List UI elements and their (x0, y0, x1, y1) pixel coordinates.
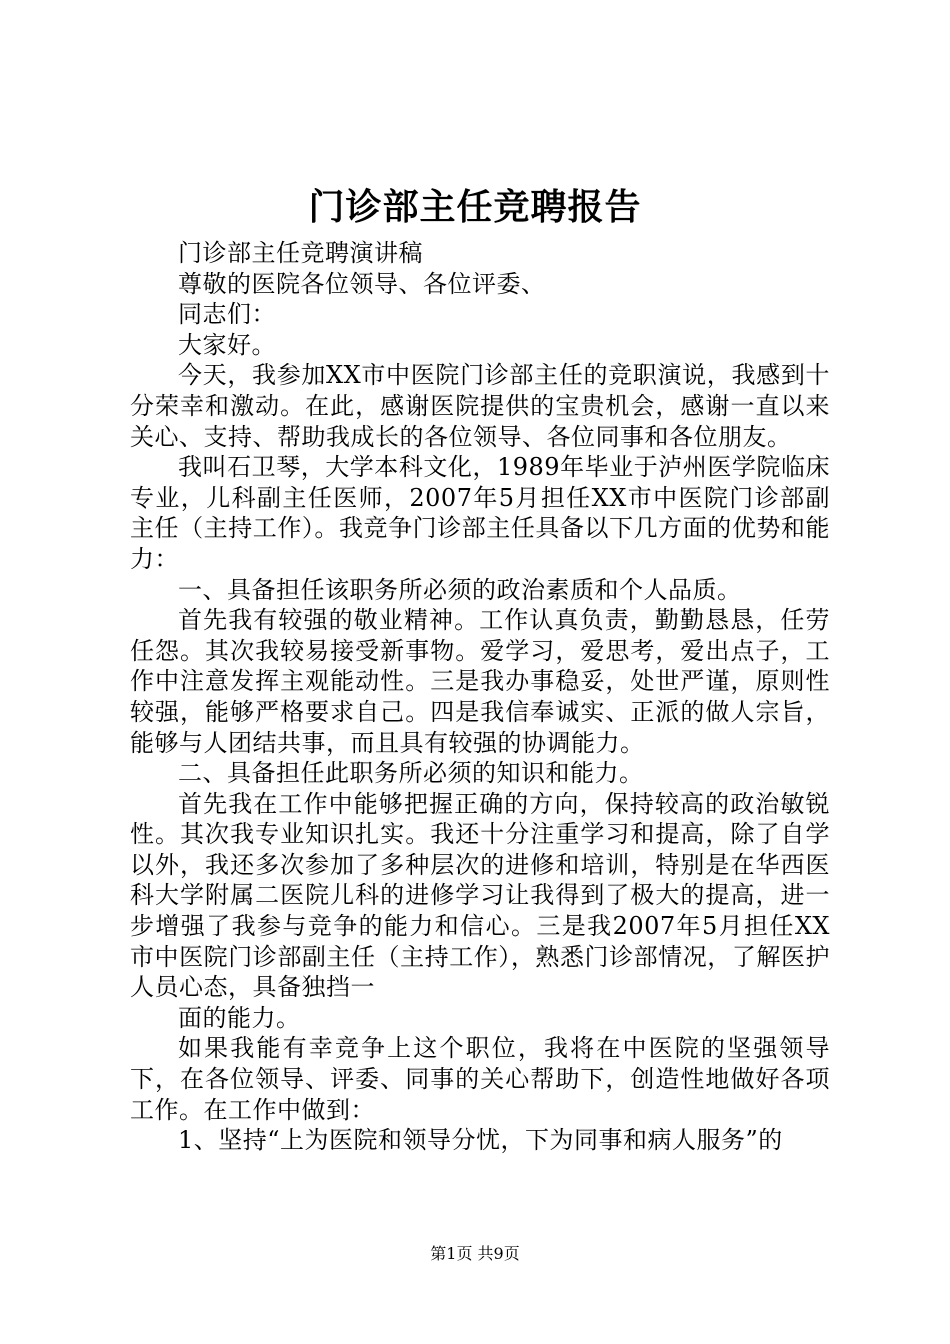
paragraph-section-1-heading: 一、具备担任该职务所必须的政治素质和个人品质。 (178, 575, 742, 604)
paragraph-section-2-continuation: 面的能力。 (178, 1003, 301, 1032)
paragraph-point-1: 1、坚持“上为医院和领导分忧，下为同事和病人服务”的 (178, 1126, 783, 1155)
paragraph-intro: 今天，我参加XX市中医院门诊部主任的竞职演说，我感到十分荣幸和激动。在此，感谢医院提供的宝贵机会，感谢一直以来关心、支持、帮助我成长的各位领导、各位同事和各位朋友。 (130, 361, 830, 451)
paragraph-section-1-body: 首先我有较强的敬业精神。工作认真负责，勤勤恳恳，任劳任怨。其次我较易接受新事物。爱学习，爱思考，爱出点子，工作中注意发挥主观能动性。三是我办事稳妥，处世严谨，原则性较强，能够严格要求自己。四是我信奉诚实、正派的做人宗旨，能够与人团结共事，而且具有较强的协调能力。 (130, 606, 830, 757)
paragraph-commitment: 如果我能有幸竞争上这个职位，我将在中医院的坚强领导下，在各位领导、评委、同事的关心帮助下，创造性地做好各项工作。在工作中做到： (130, 1034, 830, 1124)
paragraph-salutation-2: 同志们： (178, 300, 276, 329)
page-number-footer: 第1页 共9页 (430, 1244, 520, 1263)
paragraph-salutation-1: 尊敬的医院各位领导、各位评委、 (178, 269, 546, 298)
paragraph-section-2-body: 首先我在工作中能够把握正确的方向，保持较高的政治敏锐性。其次我专业知识扎实。我还十分注重学习和提高，除了自学以外，我还多次参加了多种层次的进修和培训，特别是在华西医科大学附属二医院儿科的进修学习让我得到了极大的提高，进一步增强了我参与竞争的能力和信心。三是我2007年5月担任XX市中医院门诊部副主任（主持工作），熟悉门诊部情况，了解医护人员心态，具备独挡一 (130, 789, 830, 1002)
paragraph-greeting: 大家好。 (178, 330, 276, 359)
paragraph-section-2-heading: 二、具备担任此职务所必须的知识和能力。 (178, 759, 644, 788)
document-body (130, 238, 830, 1156)
paragraph-heading-speech: 门诊部主任竞聘演讲稿 (178, 239, 423, 267)
paragraph-self-introduction: 我叫石卫琴，大学本科文化，1989年毕业于泸州医学院临床专业，儿科副主任医师，2007年5月担任XX市中医院门诊部副主任（主持工作）。我竞争门诊部主任具备以下几方面的优势和能力： (130, 453, 830, 573)
document-title: 门诊部主任竞聘报告 (308, 186, 642, 228)
